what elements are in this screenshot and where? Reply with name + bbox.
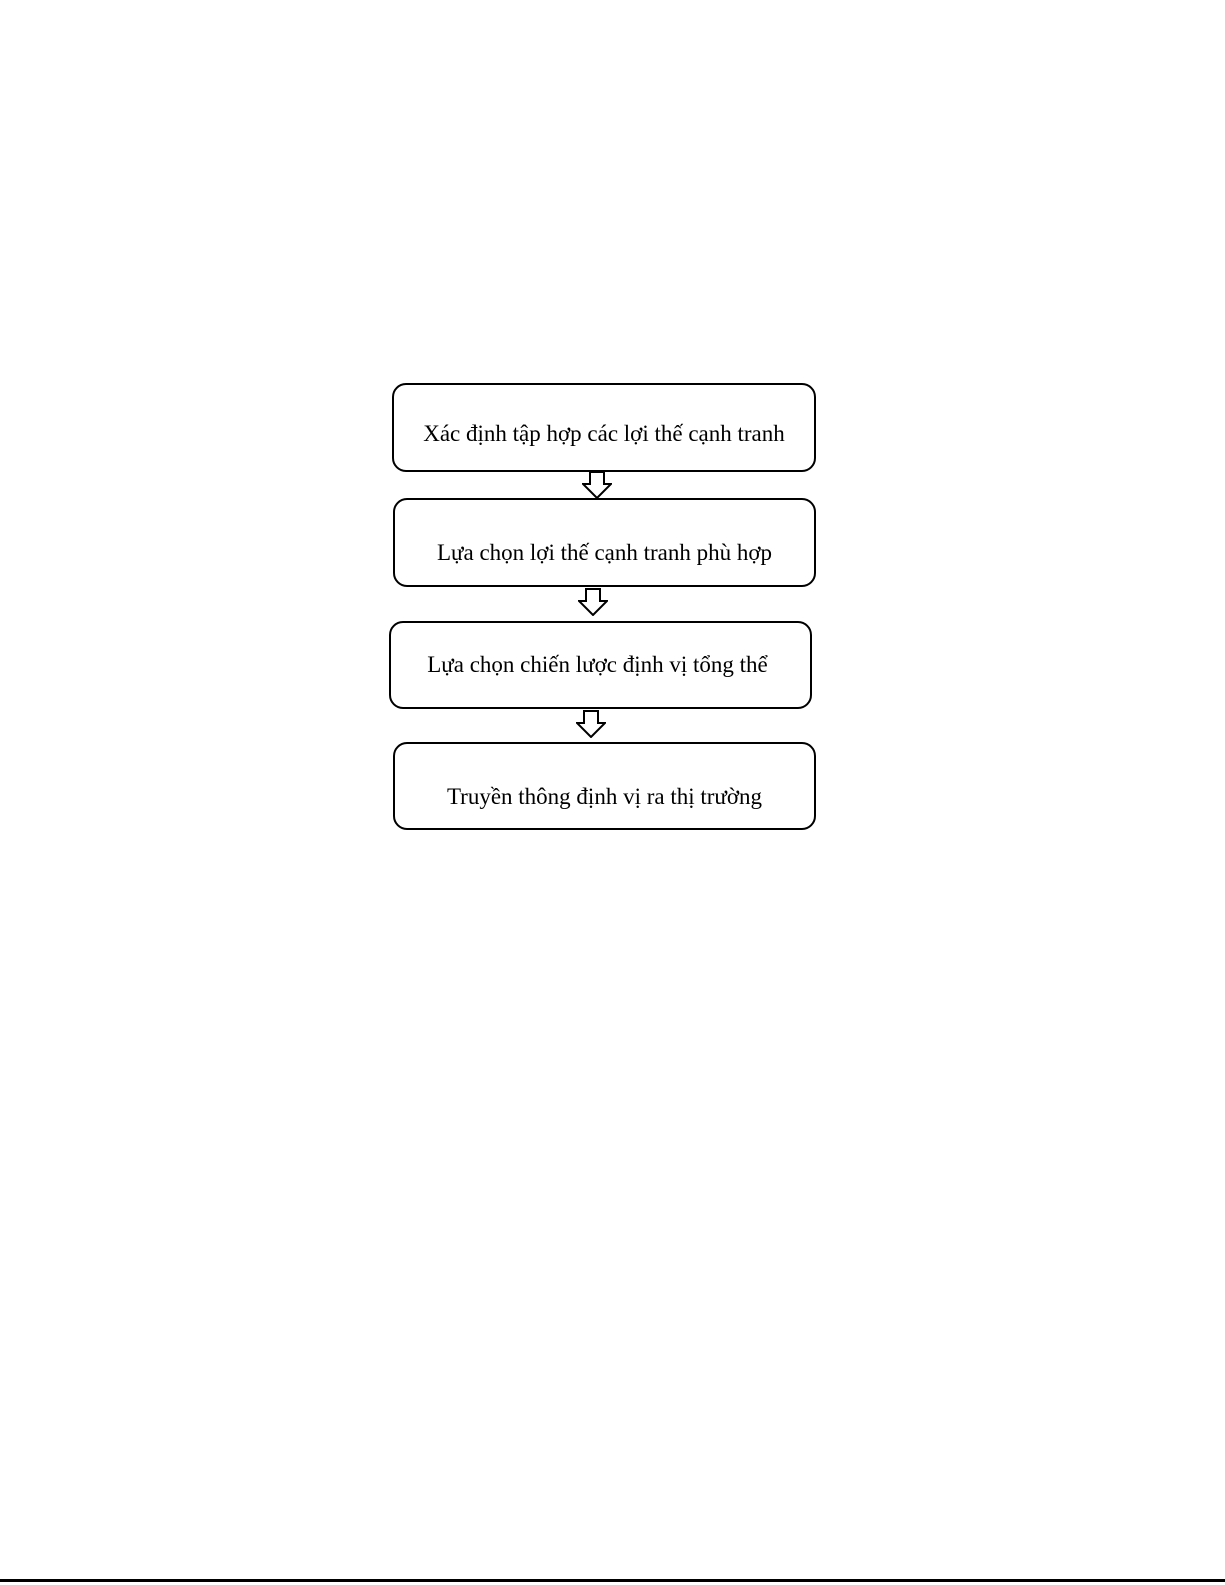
down-arrow-icon bbox=[578, 588, 608, 616]
flowchart-step-1-label: Xác định tập hợp các lợi thế cạnh tranh bbox=[423, 421, 785, 446]
flowchart-step-2-label: Lựa chọn lợi thế cạnh tranh phù hợp bbox=[436, 540, 773, 565]
down-arrow-icon bbox=[582, 471, 612, 499]
flowchart-step-2 bbox=[393, 498, 816, 587]
flowchart-step-4 bbox=[393, 742, 816, 830]
flowchart-step-3-label: Lựa chọn chiến lược định vị tổng thể bbox=[427, 652, 768, 677]
flowchart-step-3 bbox=[389, 621, 812, 709]
page-bottom-rule bbox=[0, 1579, 1225, 1582]
flowchart-step-4-label: Truyền thông định vị ra thị trường bbox=[446, 784, 763, 809]
flowchart-step-1 bbox=[392, 383, 816, 472]
down-arrow-icon bbox=[576, 710, 606, 738]
